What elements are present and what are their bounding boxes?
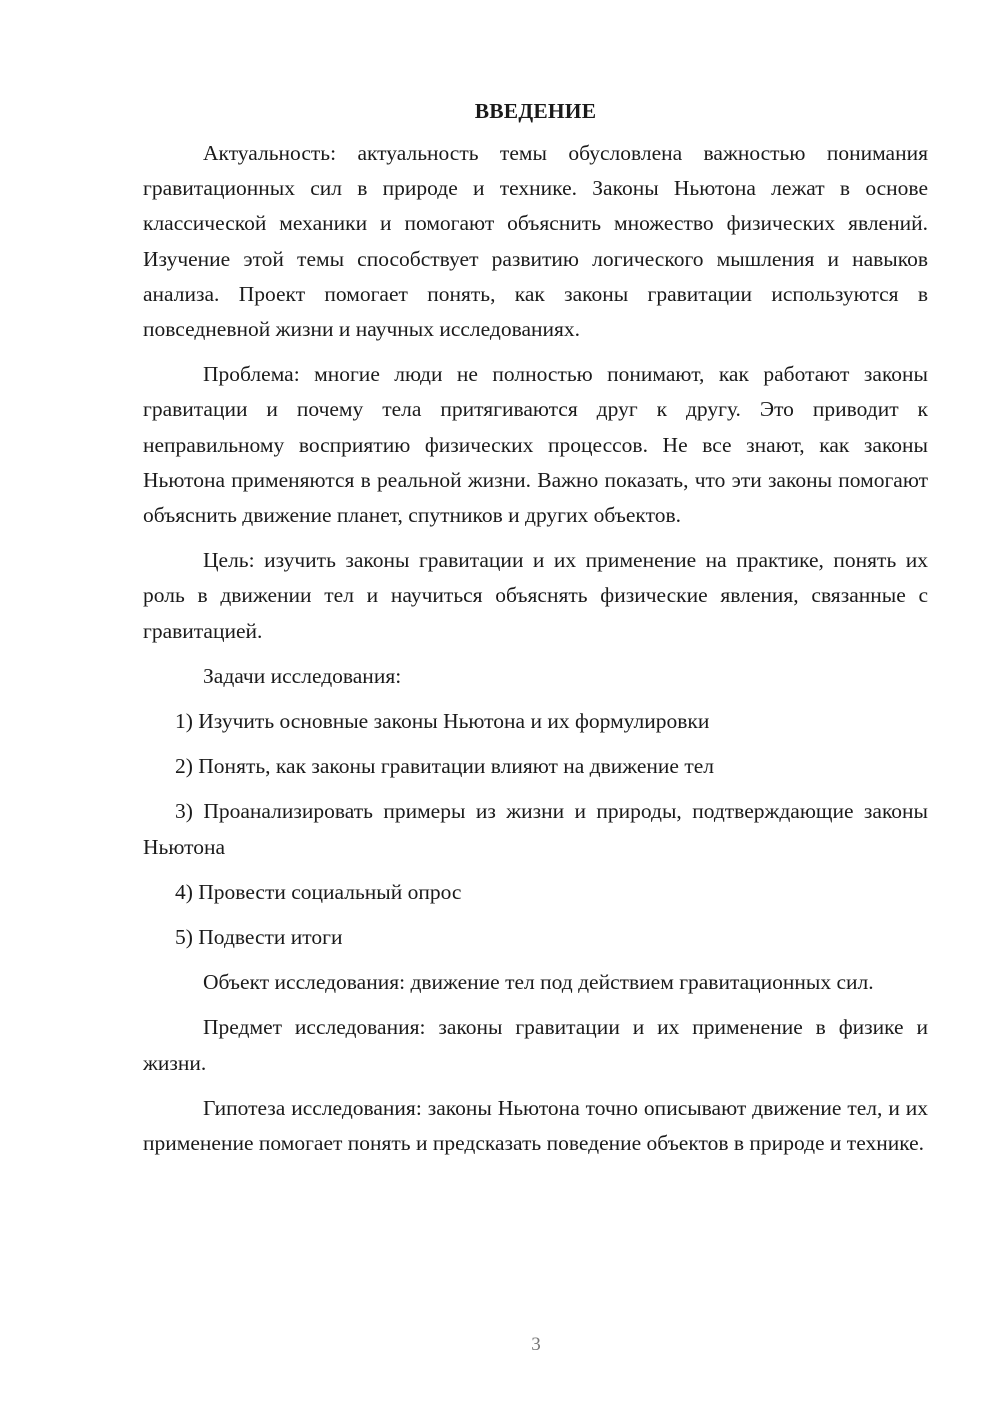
task-item: 3) Проанализировать примеры из жизни и природы, подтверждающие законы Ньютона xyxy=(143,799,928,859)
page-content xyxy=(143,96,928,1171)
relevance-paragraph: Актуальность: актуальность темы обусловлена важностью понимания гравитационных сил в природе и технике. Законы Ньютона лежат в основе классической механики и помогают объяснить множество физических явлений. Изучение этой темы способствует развитию логического мышления и навыков анализа. Проект помогает понять, как законы гравитации используются в повседневной жизни и научных исследованиях. xyxy=(143,141,928,342)
task-item: 2) Понять, как законы гравитации влияют на движение тел xyxy=(175,754,714,779)
task-item: 4) Провести социальный опрос xyxy=(175,879,462,904)
object-paragraph: Объект исследования: движение тел под действием гравитационных сил. xyxy=(203,970,874,995)
tasks-heading: Задачи исследования: xyxy=(203,663,402,688)
subject-paragraph: Предмет исследования: законы гравитации и их применение в физике и жизни. xyxy=(143,1015,928,1075)
page-number: 3 xyxy=(531,1334,541,1355)
task-item: 5) Подвести итоги xyxy=(175,925,343,950)
task-item: 1) Изучить основные законы Ньютона и их формулировки xyxy=(175,709,710,734)
goal-paragraph: Цель: изучить законы гравитации и их применение на практике, понять их роль в движении тел и научиться объяснять физические явления, связанные с гравитацией. xyxy=(143,548,928,643)
page-title: ВВЕДЕНИЕ xyxy=(474,99,597,123)
hypothesis-paragraph: Гипотеза исследования: законы Ньютона точно описывают движение тел, и их применение помогает понять и предсказать поведение объектов в природе и технике. xyxy=(143,1095,928,1156)
problem-paragraph: Проблема: многие люди не полностью понимают, как работают законы гравитации и почему тела притягиваются друг к другу. Это приводит к неправильному восприятию физических процессов. Не все знают, как законы Ньютона применяются в реальной жизни. Важно показать, что эти законы помогают объяснить движение планет, спутников и других объектов. xyxy=(143,362,928,528)
